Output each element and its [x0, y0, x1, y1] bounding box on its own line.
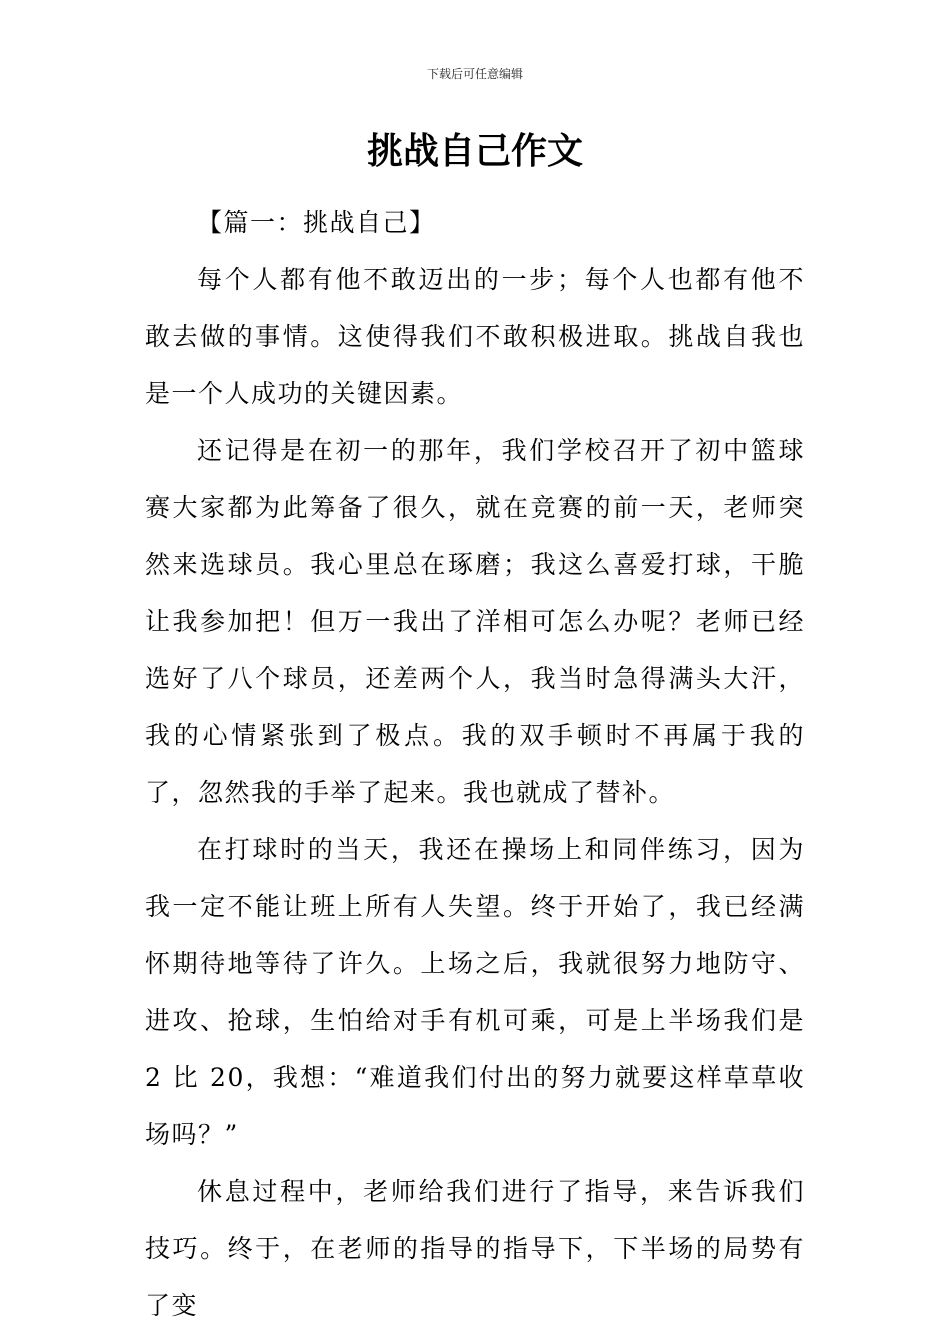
section-heading: 【篇一：挑战自己】 — [197, 208, 436, 237]
paragraph-2: 还记得是在初一的那年，我们学校召开了初中篮球赛大家都为此筹备了很久，就在竞赛的前一天，老师突然来选球员。我心里总在琢磨；我这么喜爱打球，干脆让我参加把！但万一我出了洋相可怎么办呢？老师已经选好了八个球员，还差两个人，我当时急得满头大汗，我的心情紧张到了极点。我的双手顿时不再属于我的了，忽然我的手举了起来。我也就成了替补。 — [145, 436, 805, 807]
page-header-note: 下载后可任意编辑 — [426, 67, 523, 81]
paragraph-3: 在打球时的当天，我还在操场上和同伴练习，因为我一定不能让班上所有人失望。终于开始了，我已经满怀期待地等待了许久。上场之后，我就很努力地防守、进攻、抢球，生怕给对手有机可乘，可是上半场我们是 2 比 20，我想：“难道我们付出的努力就要这样草草收场吗？” — [145, 835, 805, 1149]
document-body — [145, 194, 805, 1334]
document-title: 挑战自己作文 — [366, 131, 583, 172]
paragraph-4: 休息过程中，老师给我们进行了指导，来告诉我们技巧。终于，在老师的指导的指导下，下半场的局势有了变 — [145, 1177, 805, 1320]
paragraph-1: 每个人都有他不敢迈出的一步；每个人也都有他不敢去做的事情。这使得我们不敢积极进取。挑战自我也是一个人成功的关键因素。 — [145, 265, 805, 408]
